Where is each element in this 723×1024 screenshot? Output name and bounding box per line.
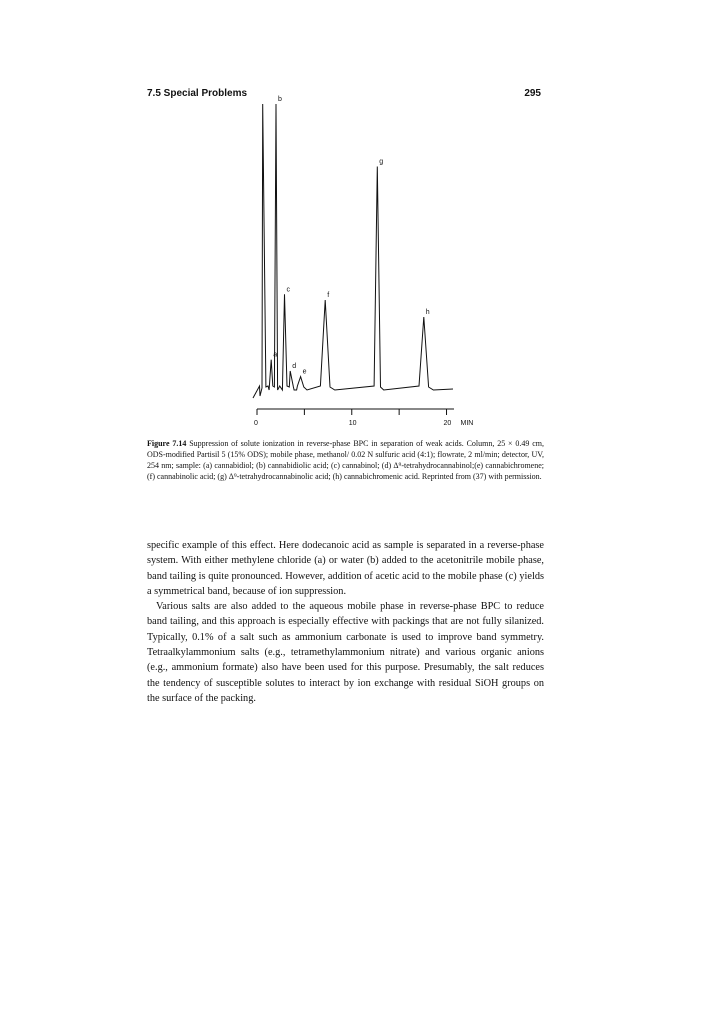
peak-label-e: e bbox=[302, 368, 307, 376]
chromatogram-figure bbox=[0, 0, 723, 440]
peak-label-a: a bbox=[273, 351, 278, 359]
peak-label-b: b bbox=[278, 96, 282, 103]
peak-label-h: h bbox=[425, 309, 430, 316]
figure-caption bbox=[147, 438, 544, 482]
figure-label: Figure 7.14 bbox=[147, 439, 187, 448]
tick-label: 0 bbox=[254, 420, 258, 427]
peak-label-c: c bbox=[286, 286, 290, 294]
chromatogram-trace bbox=[253, 104, 453, 398]
tick-label: 10 bbox=[348, 420, 357, 427]
peak-label-f: f bbox=[327, 292, 330, 299]
paragraph-2: Various salts are also added to the aqueous mobile phase in reverse-phase BPC to reduce band tailing, and this approach is especially effective with packings that are not fully silanized. Typically, 0.1% of a salt such as ammonium carbonate is used to improve band symmetry. Tetraalkylammonium salts (e.g., tetramethylammonium nitrate) and various organic anions (e.g., ammonium formate) also have been used for this purpose. Presumably, the salt reduces the tendency of susceptible solutes to interact by ion exchange with residual SiOH groups on the surface of the packing. bbox=[147, 601, 544, 704]
paragraph-1: specific example of this effect. Here dodecanoic acid as sample is separated in a reverse-phase system. With either methylene chloride (a) or water (b) added to the acetonitrile mobile phase, band tailing is quite pronounced. However, addition of acetic acid to the mobile phase (c) yields a symmetrical band, because of ion suppression. bbox=[147, 540, 544, 597]
caption-text: Suppression of solute ionization in reverse-phase BPC in separation of weak acids. Column, 25 × 0.49 cm, ODS-modified Partisil 5 (15% ODS); mobile phase, methanol/ 0.02 N sulfuric acid (4:1); flowrate, 2 ml/min; detector, UV, 254 nm; sample: (a) cannabidiol; (b) cannabidiolic acid; (c) cannabinol; (d) Δ⁹-tetrahydrocannabinol;(e) cannabichromene; (f) cannabinolic acid; (g) Δ⁹-tetrahydrocannabinolic acid; (h) cannabichromenic acid. Reprinted from (37) with permission. bbox=[147, 439, 545, 481]
section-title: 7.5 Special Problems bbox=[147, 88, 248, 99]
time-axis-unit: MIN bbox=[460, 420, 474, 427]
page-number: 295 bbox=[524, 88, 541, 99]
body-text bbox=[147, 538, 544, 706]
peak-label-d: d bbox=[292, 363, 297, 370]
tick-label: 20 bbox=[443, 420, 452, 427]
peak-label-g: g bbox=[379, 158, 384, 166]
